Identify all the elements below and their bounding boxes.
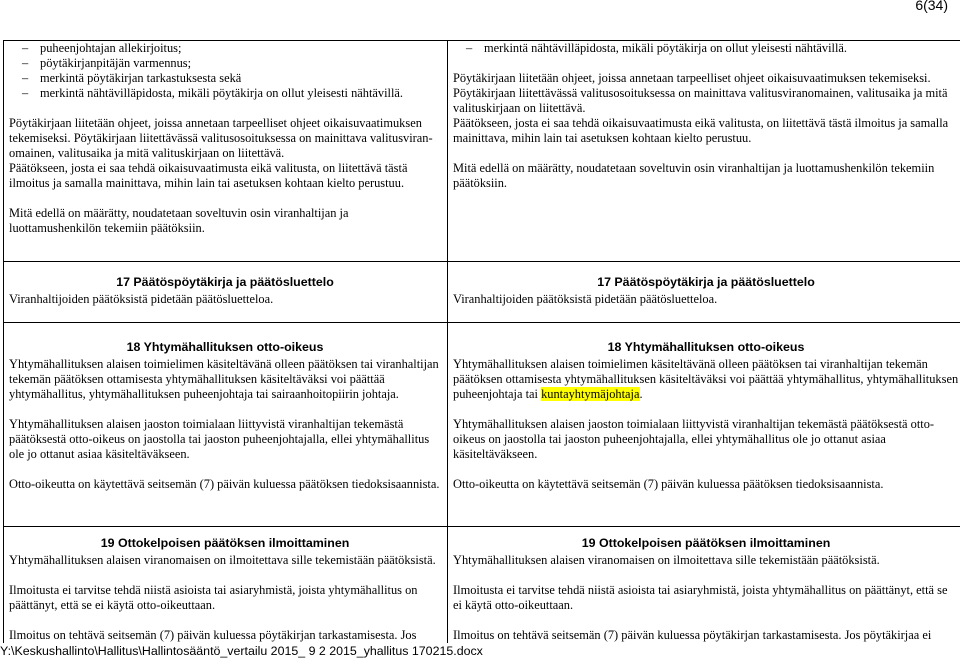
paragraph: Otto-oikeutta on käytettävä seitsemän (7) päivän kuluessa päätöksen tiedoksisaannista. [453,477,884,491]
row3-right-cell [453,340,959,492]
paragraph: Ilmoitus on tehtävä seitsemän (7) päivän kuluessa pöytäkirjan tarkastamisesta. Jos pöytäkirjaa ei [453,628,932,642]
paragraph: Viranhaltijoiden päätöksistä pidetään päätösluetteloa. [9,292,274,306]
highlighted-text: kuntayhtymäjohtaja [541,387,640,401]
row-divider [4,526,960,527]
list-item: – merkintä nähtävilläpidosta, mikäli pöytäkirja on ollut yleisesti nähtävillä. [9,86,441,101]
row2-right-cell [453,275,959,307]
paragraph: Yhtymähallituksen alaisen viranomaisen on ilmoitettava sille tekemistään päätöksistä. [9,553,436,567]
list-item: – merkintä pöytäkirjan tarkastuksesta sekä [9,71,441,86]
row2-left-cell [9,275,441,307]
paragraph: Päätökseen, josta ei saa tehdä oikaisuvaatimusta eikä valitusta, on liitettävä tästä ilmoitus ja samalla mainittava, mihin lain tai asetuksen kohtaan kielto perustuu. [9,161,408,190]
paragraph: Mitä edellä on määrätty, noudatetaan soveltuvin osin viranhaltijan ja luottamushenkilön tekemiin päätöksiin. [453,161,935,190]
paragraph: Viranhaltijoiden päätöksistä pidetään päätösluetteloa. [453,292,718,306]
row4-right-cell [453,536,959,643]
paragraph: Ilmoitusta ei tarvitse tehdä niistä asioista tai asiaryhmistä, joista yhtymähallitus on päättänyt, että se ei käytä otto-oikeuttaan. [453,583,948,612]
bullet-list [453,41,959,56]
paragraph-text: Yhtymähallituksen alaisen toimielimen käsiteltävänä olleen päätöksen tai viranhaltijan tekemän päätöksen ottamisesta yhtymähallituksen käsiteltäväksi voi päättää yhtymähallitus, yhtymähallituksen puheenjohtaja tai [453,357,959,401]
section-heading: 17 Päätöspöytäkirja ja päätösluettelo [597,275,815,289]
section-heading: 19 Ottokelpoisen päätöksen ilmoittaminen [581,536,831,550]
paragraph: Pöytäkirjaan liitetään ohjeet, joissa annetaan tarpeelliset ohjeet oikaisuvaatimuksen tekemiseksi. Pöytäkirjaan liitettävässä valitusosoituksessa on mainittava valitusviranomainen, valitusaika ja mitä valituskirjaan on liitettävä. [453,71,948,115]
section-heading: 18 Yhtymähallituksen otto-oikeus [126,340,324,354]
row3-left-cell [9,340,441,492]
section-heading: 19 Ottokelpoisen päätöksen ilmoittaminen [100,536,350,550]
paragraph: Ilmoitusta ei tarvitse tehdä niistä asioista tai asiaryhmistä, joista yhtymähallitus on päättänyt, että se ei käytä otto-oikeuttaan. [9,583,418,612]
paragraph: Ilmoitus on tehtävä seitsemän (7) päivän kuluessa pöytäkirjan tarkastamisesta. Jos [9,628,417,642]
bullet-list [9,41,441,101]
row1-left-cell [9,41,441,236]
row4-left-cell [9,536,441,643]
row-divider [4,322,960,323]
column-divider [447,40,448,659]
paragraph: Yhtymähallituksen alaisen jaoston toimialaan liittyvistä viranhaltijan tekemästä päätöksestä otto-oikeus on jaostolla tai jaoston puheenjohtajalla, ellei yhtymähallitus ole jo ottanut asiaa käsiteltäväkseen. [453,417,935,461]
paragraph: Yhtymähallituksen alaisen jaoston toimialaan liittyvistä viranhaltijan tekemästä päätöksestä otto-oikeus on jaostolla tai jaoston puheenjohtajalla, ellei yhtymähallitus ole jo ottanut asiaa käsiteltäväkseen. [9,417,430,461]
document-footer-path: Y:\Keskushallinto\Hallitus\Hallintosääntö_vertailu 2015_ 9 2 2015_yhallitus 170215.docx [0,643,487,659]
row1-right-cell [453,41,959,191]
paragraph: Mitä edellä on määrätty, noudatetaan soveltuvin osin viranhaltijan ja luottamushenkilön tekemiin päätöksiin. [9,206,349,235]
paragraph-text: . [639,387,643,401]
paragraph: Otto-oikeutta on käytettävä seitsemän (7) päivän kuluessa päätöksen tiedoksisaannista. [9,477,440,491]
paragraph [453,357,959,402]
comparison-table [3,40,960,659]
section-heading: 18 Yhtymähallituksen otto-oikeus [607,340,805,354]
page-number: 6(34) [915,0,948,13]
paragraph: Yhtymähallituksen alaisen toimielimen käsiteltävänä olleen päätöksen tai viranhaltijan tekemän päätöksen ottamisesta yhtymähallituksen käsiteltäväksi voi päättää yhtymähallitus, yhtymähallituksen puheenjohtaja tai sairaanhoitopiirin johtaja. [9,357,439,401]
paragraph: Pöytäkirjaan liitetään ohjeet, joissa annetaan tarpeelliset ohjeet oikaisuvaatimuksen tekemiseksi. Pöytäkirjaan liitettävässä valitusosoituksessa on mainittava valitusviran-omainen, valitusaika ja mitä valituskirjaan on liitettävä. [9,116,433,160]
paragraph: Yhtymähallituksen alaisen viranomaisen on ilmoitettava sille tekemistään päätöksistä. [453,553,880,567]
paragraph: Päätökseen, josta ei saa tehdä oikaisuvaatimusta eikä valitusta, on liitettävä tästä ilmoitus ja samalla mainittava, mihin lain tai asetuksen kohtaan kielto perustuu. [453,116,949,145]
list-item: – merkintä nähtävilläpidosta, mikäli pöytäkirja on ollut yleisesti nähtävillä. [453,41,959,56]
list-item: – pöytäkirjanpitäjän varmennus; [9,56,441,71]
list-item: – puheenjohtajan allekirjoitus; [9,41,441,56]
section-heading: 17 Päätöspöytäkirja ja päätösluettelo [116,275,334,289]
row-divider [4,261,960,262]
